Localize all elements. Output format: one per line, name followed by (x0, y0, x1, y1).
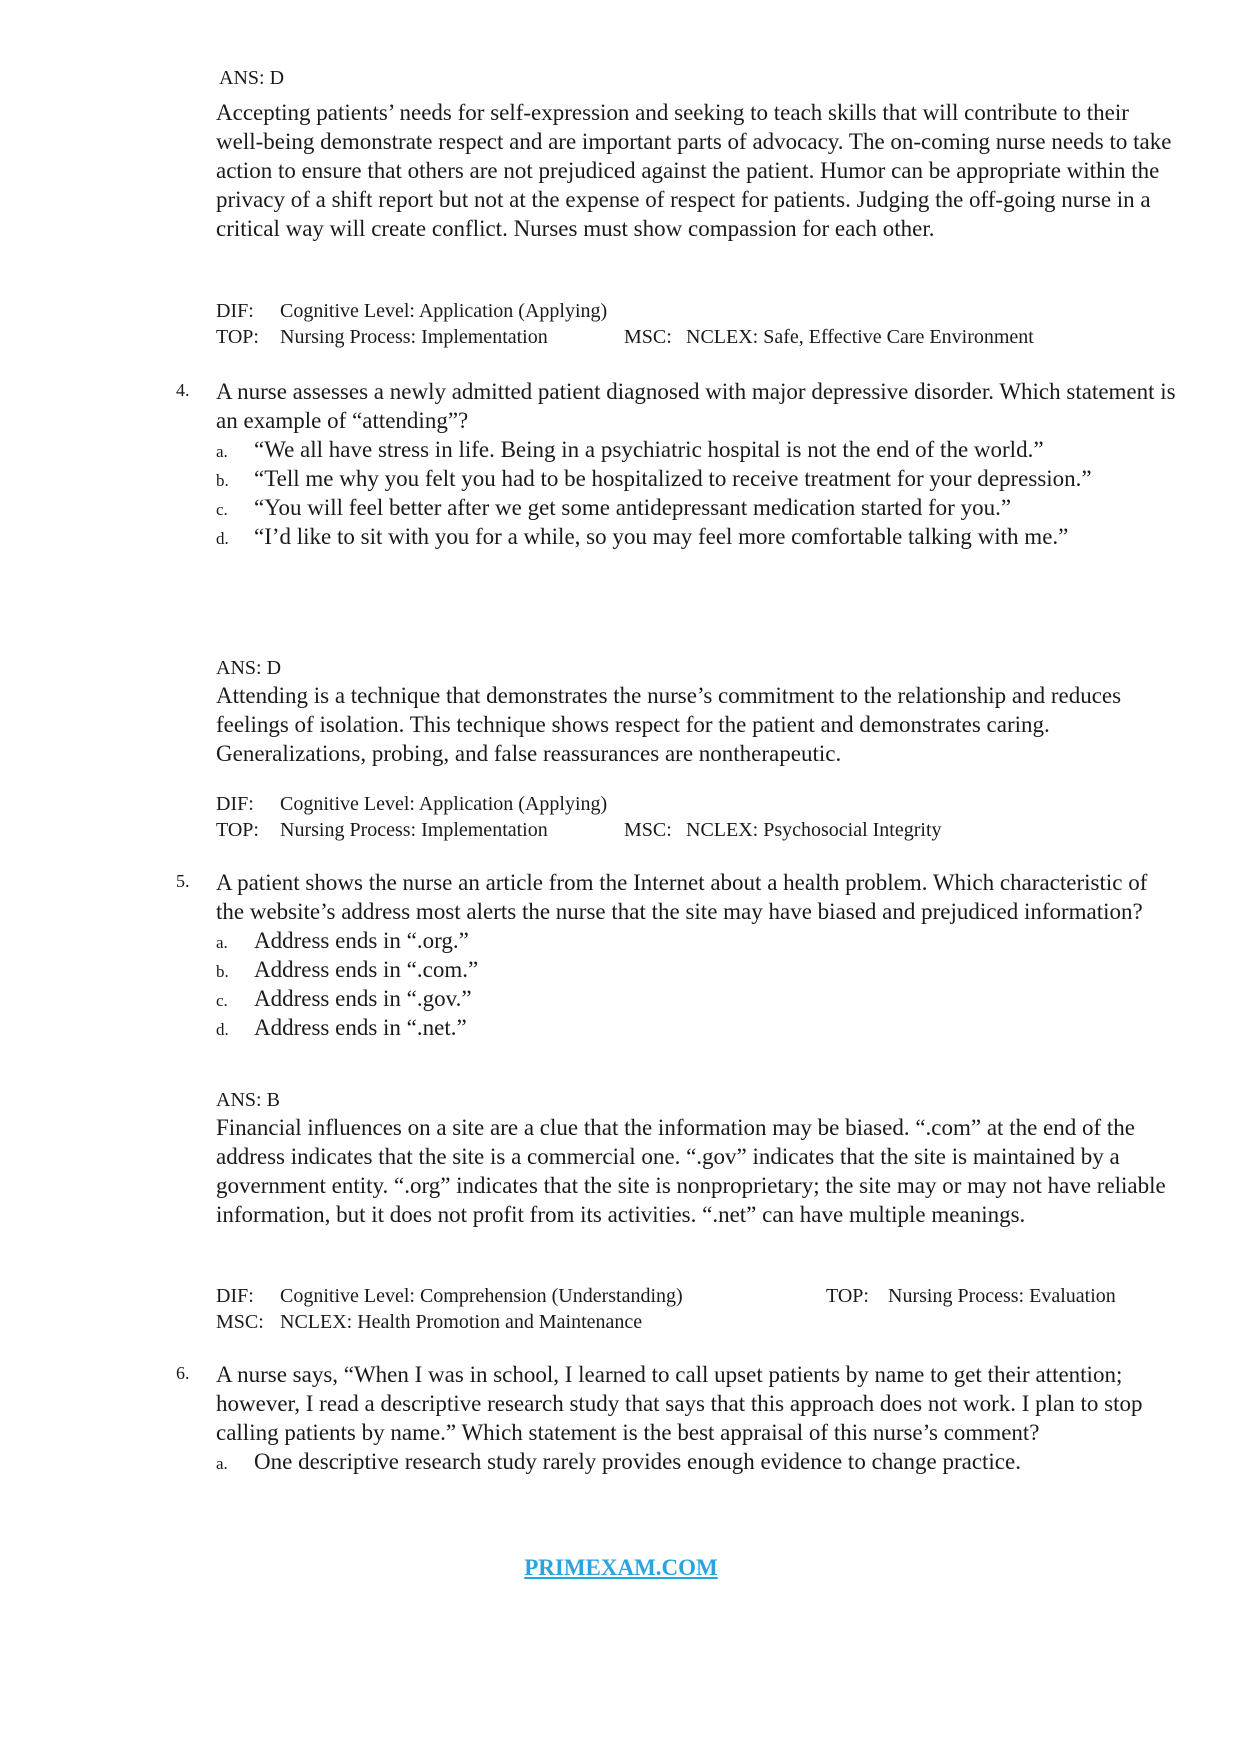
option-letter: d. (216, 1020, 229, 1039)
answer-option-a (216, 926, 1104, 955)
msc-label: MSC: (216, 1311, 264, 1333)
option-text: One descriptive research study rarely provides enough evidence to change practice. (254, 1449, 1021, 1474)
option-letter: c. (216, 500, 228, 519)
question-4 (176, 377, 1176, 551)
top-value: Nursing Process: Implementation (280, 326, 548, 348)
option-text: Address ends in “.net.” (254, 1015, 467, 1040)
option-text: “We all have stress in life. Being in a psychiatric hospital is not the end of the world.” (254, 437, 1044, 462)
dif-label: DIF: (216, 300, 254, 322)
answer-option-d (216, 1013, 1104, 1042)
option-text: Address ends in “.gov.” (254, 986, 472, 1011)
option-letter: a. (216, 1454, 228, 1473)
dif-label: DIF: (216, 1285, 254, 1307)
option-letter: b. (216, 471, 229, 490)
top-value: Nursing Process: Implementation (280, 819, 548, 841)
question-stem: A nurse says, “When I was in school, I learned to call upset patients by name to get their attention; however, I read a descriptive research study that says that this approach does not work. I plan to stop calling patients by name.” Which statement is the best appraisal of this nurse’s comment? (216, 1362, 1143, 1445)
msc-label: MSC: (624, 326, 672, 348)
answer-label: ANS: B (216, 1089, 280, 1111)
option-text: “I’d like to sit with you for a while, so you may feel more comfortable talking with me.” (254, 524, 1069, 549)
answer-label: ANS: D (219, 67, 285, 89)
dif-label: DIF: (216, 793, 254, 815)
answer-option-c (216, 493, 1104, 522)
question-stem: A patient shows the nurse an article from the Internet about a health problem. Which characteristic of the website’s address most alerts the nurse that the site may have biased and prejudiced information? (216, 870, 1148, 924)
msc-value: NCLEX: Safe, Effective Care Environment (686, 326, 1034, 348)
question-number: 4. (176, 380, 190, 400)
answer-rationale: Attending is a technique that demonstrates the nurse’s commitment to the relationship and reduces feelings of isolation. This technique shows respect for the patient and demonstrates caring. Generalizations, probing, and false reassurances are nontherapeutic. (216, 683, 1122, 766)
answer-label: ANS: D (216, 657, 282, 679)
option-letter: b. (216, 962, 229, 981)
top-label: TOP: (826, 1285, 869, 1307)
answer-option-b (216, 464, 1104, 493)
dif-value: Cognitive Level: Application (Applying) (280, 300, 608, 322)
question-6 (176, 1360, 1176, 1476)
top-label: TOP: (216, 326, 259, 348)
option-letter: d. (216, 529, 229, 548)
option-letter: a. (216, 933, 228, 952)
option-text: “Tell me why you felt you had to be hospitalized to receive treatment for your depression.” (254, 466, 1092, 491)
answer-option-b (216, 955, 1104, 984)
question-5 (176, 868, 1176, 1042)
answer-rationale: Accepting patients’ needs for self-expression and seeking to teach skills that will contribute to their well-being demonstrate respect and are important parts of advocacy. The on-coming nurse needs to take action to ensure that others are not prejudiced against the patient. Humor can be appropriate within the privacy of a shift report but not at the expense of respect for patients. Judging the off-going nurse in a critical way will create conflict. Nurses must show compassion for each other. (216, 100, 1172, 241)
answer-option-d (216, 522, 1104, 551)
answer-option-a (216, 1447, 1214, 1476)
answer-option-c (216, 984, 1104, 1013)
top-label: TOP: (216, 819, 259, 841)
option-letter: c. (216, 991, 228, 1010)
question-number: 6. (176, 1363, 190, 1383)
dif-value: Cognitive Level: Application (Applying) (280, 793, 608, 815)
msc-label: MSC: (624, 819, 672, 841)
option-text: Address ends in “.com.” (254, 957, 479, 982)
footer-website-link[interactable]: PRIMEXAM.COM (524, 1555, 718, 1580)
option-letter: a. (216, 442, 228, 461)
dif-value: Cognitive Level: Comprehension (Understanding) (280, 1285, 683, 1307)
answer-rationale: Financial influences on a site are a clue that the information may be biased. “.com” at the end of the address indicates that the site is a commercial one. “.gov” indicates that the site is maintained by a government entity. “.org” indicates that the site is nonproprietary; the site may or may not have reliable information, but it does not profit from its activities. “.net” can have multiple meanings. (216, 1115, 1166, 1227)
answer-option-a (216, 435, 1104, 464)
question-stem: A nurse assesses a newly admitted patient diagnosed with major depressive disorder. Which statement is an example of “attending”? (216, 379, 1176, 433)
option-text: “You will feel better after we get some antidepressant medication started for you.” (254, 495, 1012, 520)
msc-value: NCLEX: Psychosocial Integrity (686, 819, 942, 841)
question-number: 5. (176, 871, 190, 891)
top-value: Nursing Process: Evaluation (888, 1285, 1116, 1307)
msc-value: NCLEX: Health Promotion and Maintenance (280, 1311, 643, 1333)
option-text: Address ends in “.org.” (254, 928, 469, 953)
